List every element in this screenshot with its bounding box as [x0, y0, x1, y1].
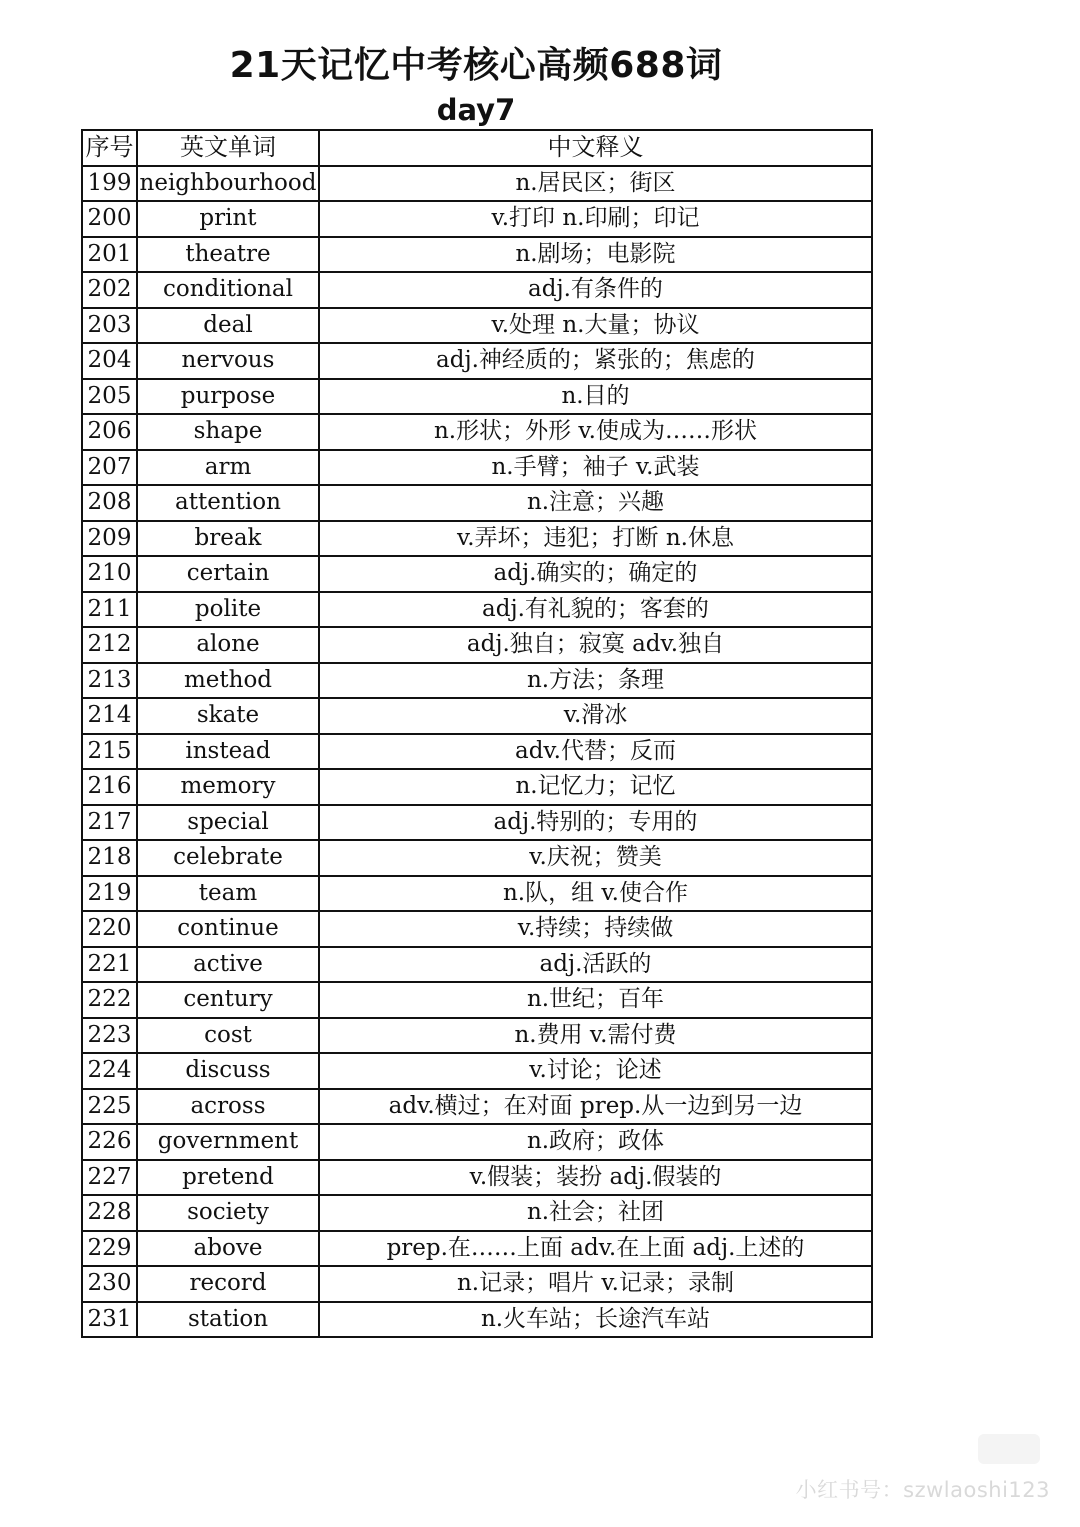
chinese-meaning: adj.确实的；确定的 — [319, 556, 872, 592]
table-row — [82, 1266, 872, 1302]
table-row — [82, 805, 872, 841]
table-row — [82, 592, 872, 628]
english-word: special — [137, 805, 319, 841]
word-number: 217 — [82, 805, 137, 841]
english-word: cost — [137, 1018, 319, 1054]
table-row — [82, 947, 872, 983]
page-subtitle: day7 — [436, 93, 516, 127]
chinese-meaning: n.居民区；街区 — [319, 166, 872, 202]
word-number: 220 — [82, 911, 137, 947]
table-row — [82, 450, 872, 486]
word-number: 202 — [82, 272, 137, 308]
word-number: 201 — [82, 237, 137, 273]
table-row — [82, 1302, 872, 1338]
english-word: government — [137, 1124, 319, 1160]
table-row — [82, 1053, 872, 1089]
word-number: 209 — [82, 521, 137, 557]
english-word: above — [137, 1231, 319, 1267]
table-row — [82, 343, 872, 379]
english-word: discuss — [137, 1053, 319, 1089]
word-number: 208 — [82, 485, 137, 521]
word-number: 203 — [82, 308, 137, 344]
word-number: 228 — [82, 1195, 137, 1231]
word-number: 219 — [82, 876, 137, 912]
english-word: record — [137, 1266, 319, 1302]
table-row — [82, 840, 872, 876]
table-row — [82, 201, 872, 237]
word-number: 210 — [82, 556, 137, 592]
table-row — [82, 1089, 872, 1125]
table-row — [82, 698, 872, 734]
chinese-meaning: adv.代替；反而 — [319, 734, 872, 770]
watermark-logo-icon — [978, 1434, 1040, 1464]
english-word: alone — [137, 627, 319, 663]
word-number: 230 — [82, 1266, 137, 1302]
word-number: 221 — [82, 947, 137, 983]
chinese-meaning: v.打印 n.印刷；印记 — [319, 201, 872, 237]
word-number: 199 — [82, 166, 137, 202]
page-title: 21天记忆中考核心高频688词 — [229, 45, 723, 86]
word-number: 218 — [82, 840, 137, 876]
english-word: method — [137, 663, 319, 699]
word-number: 213 — [82, 663, 137, 699]
chinese-meaning: n.费用 v.需付费 — [319, 1018, 872, 1054]
table-header-row — [82, 130, 872, 166]
vocabulary-table — [81, 129, 873, 1338]
table-row — [82, 663, 872, 699]
english-word: polite — [137, 592, 319, 628]
table-row — [82, 272, 872, 308]
word-number: 214 — [82, 698, 137, 734]
table-row — [82, 769, 872, 805]
word-number: 229 — [82, 1231, 137, 1267]
word-number: 215 — [82, 734, 137, 770]
chinese-meaning: prep.在……上面 adv.在上面 adj.上述的 — [319, 1231, 872, 1267]
table-row — [82, 414, 872, 450]
chinese-meaning: n.剧场；电影院 — [319, 237, 872, 273]
chinese-meaning: adj.有礼貌的；客套的 — [319, 592, 872, 628]
chinese-meaning: adj.有条件的 — [319, 272, 872, 308]
english-word: pretend — [137, 1160, 319, 1196]
table-row — [82, 1160, 872, 1196]
table-row — [82, 237, 872, 273]
chinese-meaning: n.形状；外形 v.使成为……形状 — [319, 414, 872, 450]
english-word: conditional — [137, 272, 319, 308]
table-row — [82, 1195, 872, 1231]
word-number: 200 — [82, 201, 137, 237]
header-number: 序号 — [82, 130, 137, 166]
english-word: break — [137, 521, 319, 557]
english-word: purpose — [137, 379, 319, 415]
english-word: skate — [137, 698, 319, 734]
english-word: society — [137, 1195, 319, 1231]
word-number: 223 — [82, 1018, 137, 1054]
english-word: celebrate — [137, 840, 319, 876]
chinese-meaning: v.庆祝；赞美 — [319, 840, 872, 876]
chinese-meaning: n.世纪；百年 — [319, 982, 872, 1018]
english-word: neighbourhood — [137, 166, 319, 202]
english-word: attention — [137, 485, 319, 521]
chinese-meaning: n.记录；唱片 v.记录；录制 — [319, 1266, 872, 1302]
english-word: deal — [137, 308, 319, 344]
table-row — [82, 1124, 872, 1160]
english-word: print — [137, 201, 319, 237]
english-word: arm — [137, 450, 319, 486]
word-number: 224 — [82, 1053, 137, 1089]
english-word: century — [137, 982, 319, 1018]
chinese-meaning: v.处理 n.大量；协议 — [319, 308, 872, 344]
english-word: shape — [137, 414, 319, 450]
chinese-meaning: adj.独自；寂寞 adv.独自 — [319, 627, 872, 663]
chinese-meaning: n.队，组 v.使合作 — [319, 876, 872, 912]
word-number: 222 — [82, 982, 137, 1018]
word-number: 231 — [82, 1302, 137, 1338]
header-english-word: 英文单词 — [137, 130, 319, 166]
chinese-meaning: v.假装；装扮 adj.假装的 — [319, 1160, 872, 1196]
chinese-meaning: n.政府；政体 — [319, 1124, 872, 1160]
table-row — [82, 1231, 872, 1267]
word-number: 204 — [82, 343, 137, 379]
english-word: across — [137, 1089, 319, 1125]
chinese-meaning: n.记忆力；记忆 — [319, 769, 872, 805]
table-row — [82, 379, 872, 415]
english-word: active — [137, 947, 319, 983]
table-row — [82, 1018, 872, 1054]
chinese-meaning: adj.活跃的 — [319, 947, 872, 983]
chinese-meaning: n.社会；社团 — [319, 1195, 872, 1231]
table-row — [82, 911, 872, 947]
chinese-meaning: adj.神经质的；紧张的；焦虑的 — [319, 343, 872, 379]
word-number: 211 — [82, 592, 137, 628]
chinese-meaning: v.滑冰 — [319, 698, 872, 734]
table-row — [82, 876, 872, 912]
chinese-meaning: adj.特别的；专用的 — [319, 805, 872, 841]
chinese-meaning: n.火车站；长途汽车站 — [319, 1302, 872, 1338]
chinese-meaning: v.弄坏；违犯；打断 n.休息 — [319, 521, 872, 557]
word-number: 226 — [82, 1124, 137, 1160]
english-word: team — [137, 876, 319, 912]
watermark-text: 小红书号：szwlaoshi123 — [795, 1478, 1050, 1502]
english-word: theatre — [137, 237, 319, 273]
header-chinese-meaning: 中文释义 — [319, 130, 872, 166]
english-word: certain — [137, 556, 319, 592]
word-number: 212 — [82, 627, 137, 663]
word-number: 205 — [82, 379, 137, 415]
word-number: 207 — [82, 450, 137, 486]
table-row — [82, 166, 872, 202]
table-row — [82, 734, 872, 770]
chinese-meaning: v.持续；持续做 — [319, 911, 872, 947]
table-row — [82, 982, 872, 1018]
chinese-meaning: n.目的 — [319, 379, 872, 415]
table-row — [82, 308, 872, 344]
table-row — [82, 521, 872, 557]
table-row — [82, 627, 872, 663]
word-number: 206 — [82, 414, 137, 450]
chinese-meaning: n.手臂；袖子 v.武装 — [319, 450, 872, 486]
table-row — [82, 485, 872, 521]
chinese-meaning: v.讨论；论述 — [319, 1053, 872, 1089]
english-word: instead — [137, 734, 319, 770]
word-number: 227 — [82, 1160, 137, 1196]
english-word: memory — [137, 769, 319, 805]
english-word: station — [137, 1302, 319, 1338]
chinese-meaning: n.方法；条理 — [319, 663, 872, 699]
word-number: 225 — [82, 1089, 137, 1125]
english-word: continue — [137, 911, 319, 947]
chinese-meaning: n.注意；兴趣 — [319, 485, 872, 521]
english-word: nervous — [137, 343, 319, 379]
table-row — [82, 556, 872, 592]
chinese-meaning: adv.横过；在对面 prep.从一边到另一边 — [319, 1089, 872, 1125]
word-number: 216 — [82, 769, 137, 805]
